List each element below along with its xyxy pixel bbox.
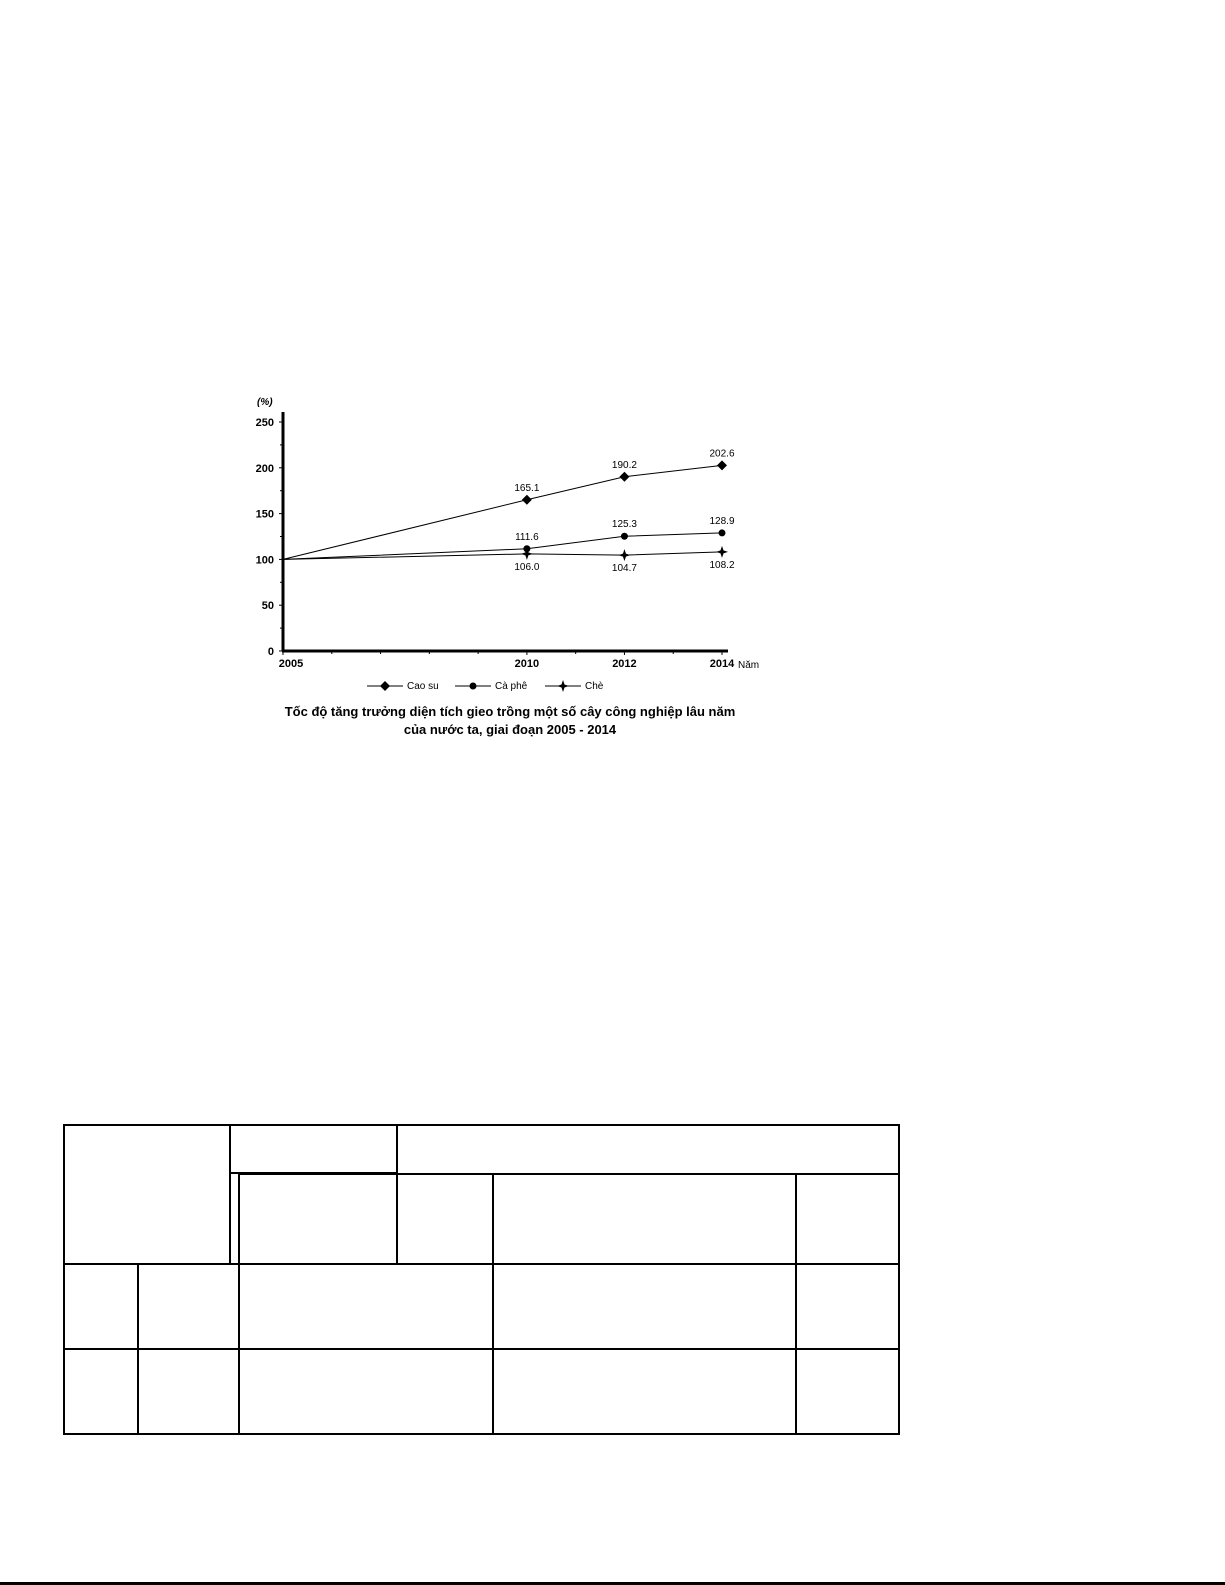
y-tick-label: 250 [255,417,274,429]
data-label: 125.3 [611,519,637,531]
table-cell [795,1348,900,1435]
data-label: 111.6 [515,531,539,543]
y-tick-label: 50 [261,600,274,613]
table-cell [229,1124,398,1174]
table-cell [137,1263,240,1350]
legend-marker [470,683,477,690]
y-tick-label: 200 [255,462,274,475]
series-line-0 [283,465,722,559]
table-cell [492,1173,797,1265]
table-cell [137,1348,240,1435]
data-point [522,495,532,505]
data-point [619,472,629,482]
table-cell [492,1348,797,1435]
data-label: 108.2 [709,559,735,571]
y-tick-label: 0 [267,646,274,658]
table-cell [238,1173,398,1265]
y-unit-label: (%) [257,397,273,408]
data-point [719,529,726,536]
legend-label: Chè [585,681,604,692]
table-cell [795,1173,900,1265]
table-cell [492,1263,797,1350]
table-cell [63,1348,139,1435]
data-label: 190.2 [611,459,637,471]
y-tick-label: 150 [255,508,274,521]
data-point [621,533,628,540]
x-tick-label: 2014 [709,658,735,670]
table-cell [63,1124,231,1265]
legend-marker [557,680,569,692]
x-tick-label: 2010 [514,658,540,670]
table-cell [238,1348,494,1435]
legend-marker [380,681,390,691]
data-point [618,549,630,561]
data-label: 106.0 [514,561,540,573]
chart-title-line-1: Tốc độ tăng trưởng diện tích gieo trồng một số cây công nghiệp lâu năm [284,704,736,719]
data-point [521,548,533,560]
data-label: 104.7 [611,563,637,575]
table-cell [396,1173,494,1265]
y-tick-label: 100 [255,554,274,567]
series-line-1 [283,533,722,559]
x-axis-name: Năm [738,660,760,671]
table-cell [63,1263,139,1350]
table-cell [795,1263,900,1350]
data-label: 128.9 [709,515,735,527]
data-point [717,460,727,470]
legend-label: Cao su [407,681,439,692]
data-point [716,546,728,558]
legend-label: Cà phê [495,681,528,692]
table-cell [396,1124,900,1175]
x-tick-label: 2005 [278,658,304,670]
data-label: 202.6 [709,448,735,460]
growth-line-chart [0,0,1225,760]
x-tick-label: 2012 [612,658,637,670]
series-line-2 [283,552,722,560]
chart-title-line-2: của nước ta, giai đoạn 2005 - 2014 [403,722,617,737]
data-label: 165.1 [514,482,540,494]
table-cell [238,1263,494,1350]
